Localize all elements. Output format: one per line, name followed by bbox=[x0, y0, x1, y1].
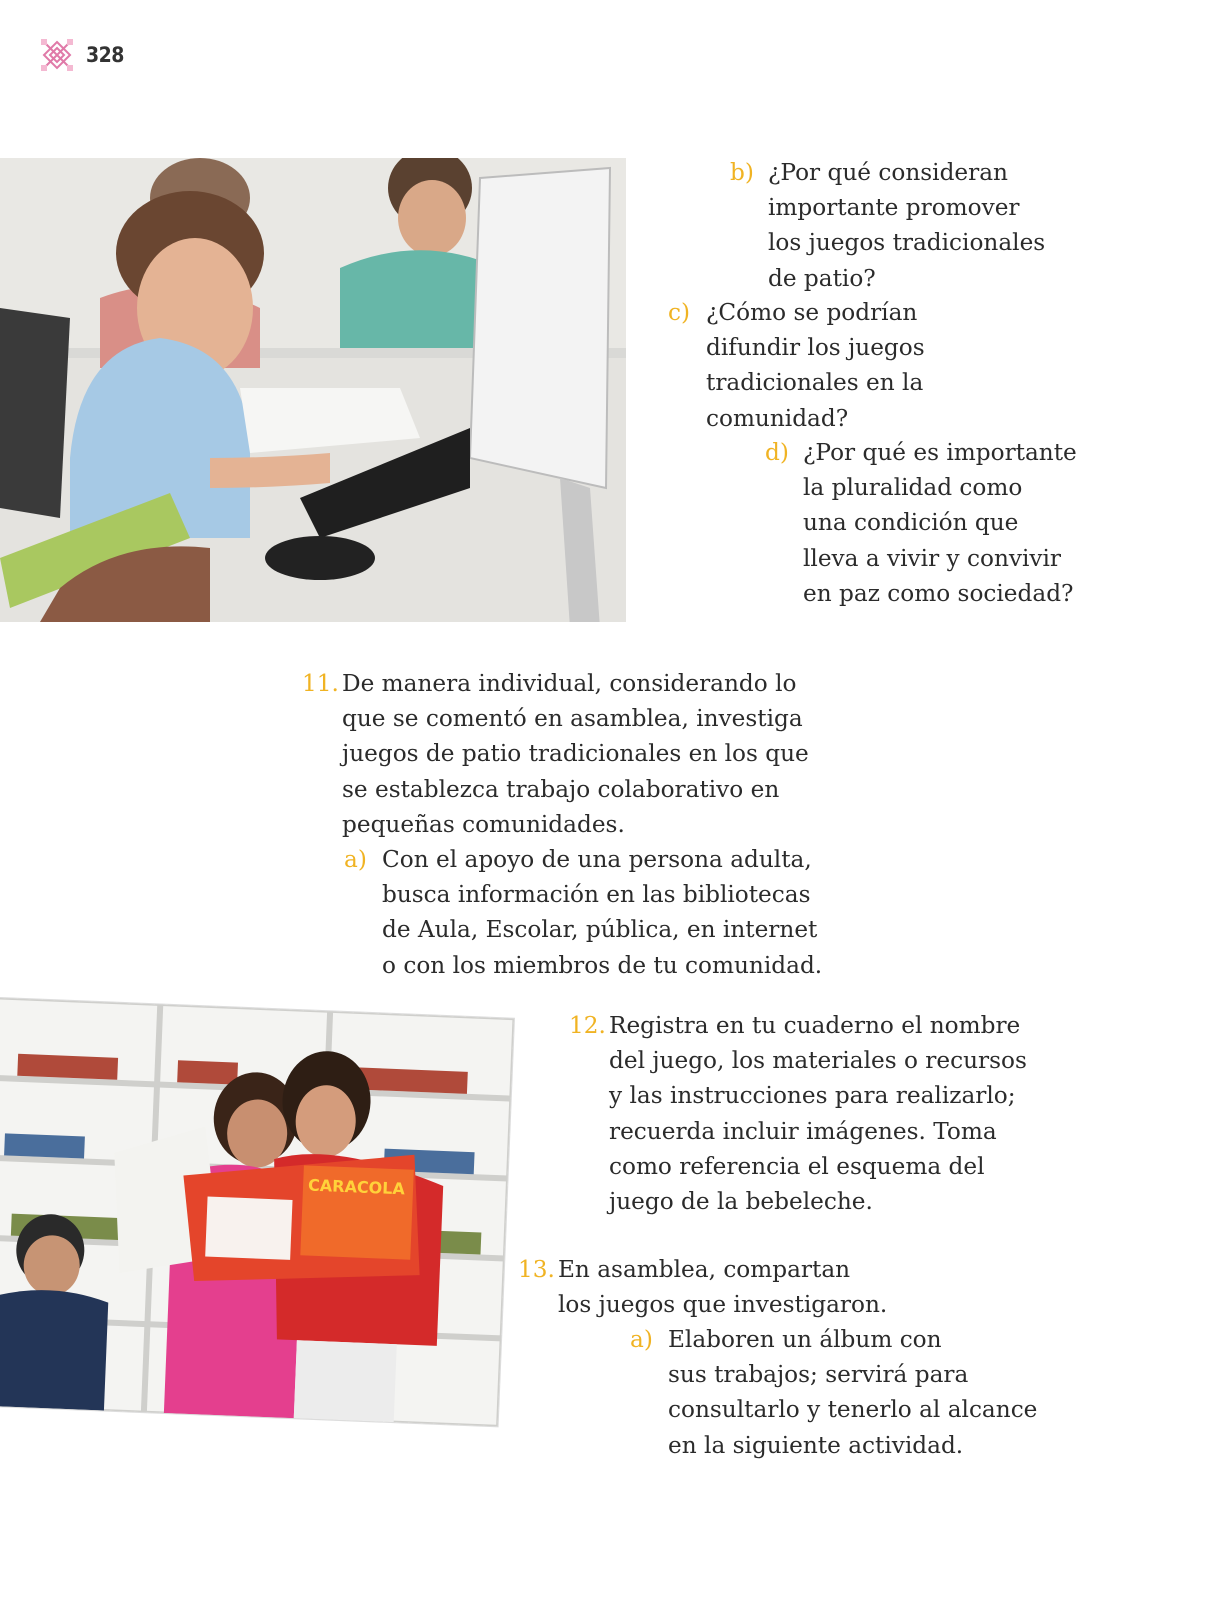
item-11-line: se establezca trabajo colaborativo en bbox=[342, 775, 780, 803]
item-11-line: De manera individual, considerando lo bbox=[342, 670, 797, 697]
question-d-line: ¿Por qué es importante bbox=[803, 439, 1077, 466]
item-12-line: como referencia el esquema del bbox=[609, 1152, 985, 1180]
item-13-a-line: Elaboren un álbum con bbox=[668, 1326, 942, 1353]
question-c bbox=[668, 295, 925, 436]
question-d-line: una condición que bbox=[803, 509, 1019, 537]
item-11-number: 11. bbox=[302, 670, 339, 697]
item-12-line: recuerda incluir imágenes. Toma bbox=[609, 1117, 997, 1145]
item-13-a bbox=[630, 1322, 1038, 1463]
item-11-a-marker: a) bbox=[344, 846, 367, 873]
question-d-marker: d) bbox=[765, 439, 789, 466]
question-b-line: de patio? bbox=[768, 264, 876, 292]
question-b bbox=[730, 155, 1046, 296]
item-13-a-marker: a) bbox=[630, 1326, 653, 1353]
item-12 bbox=[569, 1008, 1027, 1219]
item-13-number: 13. bbox=[518, 1256, 555, 1283]
question-b-line: los juegos tradicionales bbox=[768, 229, 1046, 257]
question-d bbox=[765, 435, 1077, 611]
magazine-title: CARACOLA bbox=[307, 1175, 406, 1199]
item-12-number: 12. bbox=[569, 1012, 606, 1039]
item-11-a-line: o con los miembros de tu comunidad. bbox=[382, 951, 823, 979]
item-11-a-line: busca información en las bibliotecas bbox=[382, 881, 811, 909]
item-13-a-line: consultarlo y tenerlo al alcance bbox=[668, 1396, 1038, 1424]
page-number: 328 bbox=[86, 43, 124, 67]
page-header bbox=[40, 38, 124, 72]
item-13-a-line: sus trabajos; servirá para bbox=[668, 1361, 969, 1389]
decorative-logo-icon bbox=[40, 38, 74, 72]
photo-girls-library bbox=[0, 998, 514, 1427]
item-11-a-line: de Aula, Escolar, pública, en internet bbox=[382, 916, 818, 944]
item-13-line: En asamblea, compartan bbox=[558, 1256, 851, 1283]
question-b-line: ¿Por qué consideran bbox=[768, 159, 1008, 186]
question-c-line: difundir los juegos bbox=[706, 334, 925, 362]
item-12-line: juego de la bebeleche. bbox=[609, 1188, 873, 1216]
item-11 bbox=[302, 666, 809, 842]
question-b-line: importante promover bbox=[768, 194, 1020, 222]
item-11-a bbox=[344, 842, 823, 983]
question-d-line: en paz como sociedad? bbox=[803, 579, 1074, 607]
question-d-line: lleva a vivir y convivir bbox=[803, 544, 1061, 572]
item-13 bbox=[518, 1252, 888, 1322]
item-11-line: pequeñas comunidades. bbox=[342, 810, 625, 838]
item-11-a-line: Con el apoyo de una persona adulta, bbox=[382, 846, 812, 873]
question-b-marker: b) bbox=[730, 159, 754, 186]
item-12-line: y las instrucciones para realizarlo; bbox=[609, 1082, 1016, 1110]
question-c-line: ¿Cómo se podrían bbox=[706, 299, 918, 326]
item-12-line: del juego, los materiales o recursos bbox=[609, 1047, 1027, 1075]
item-13-a-line: en la siguiente actividad. bbox=[668, 1431, 964, 1459]
item-13-line: los juegos que investigaron. bbox=[558, 1291, 888, 1319]
item-11-line: juegos de patio tradicionales en los que bbox=[342, 740, 809, 768]
question-c-line: comunidad? bbox=[706, 404, 849, 432]
photo-children-computer bbox=[0, 158, 626, 622]
question-c-marker: c) bbox=[668, 299, 691, 326]
item-12-line: Registra en tu cuaderno el nombre bbox=[609, 1012, 1021, 1039]
question-d-line: la pluralidad como bbox=[803, 474, 1023, 502]
item-11-line: que se comentó en asamblea, investiga bbox=[342, 705, 803, 733]
question-c-line: tradicionales en la bbox=[706, 369, 924, 397]
